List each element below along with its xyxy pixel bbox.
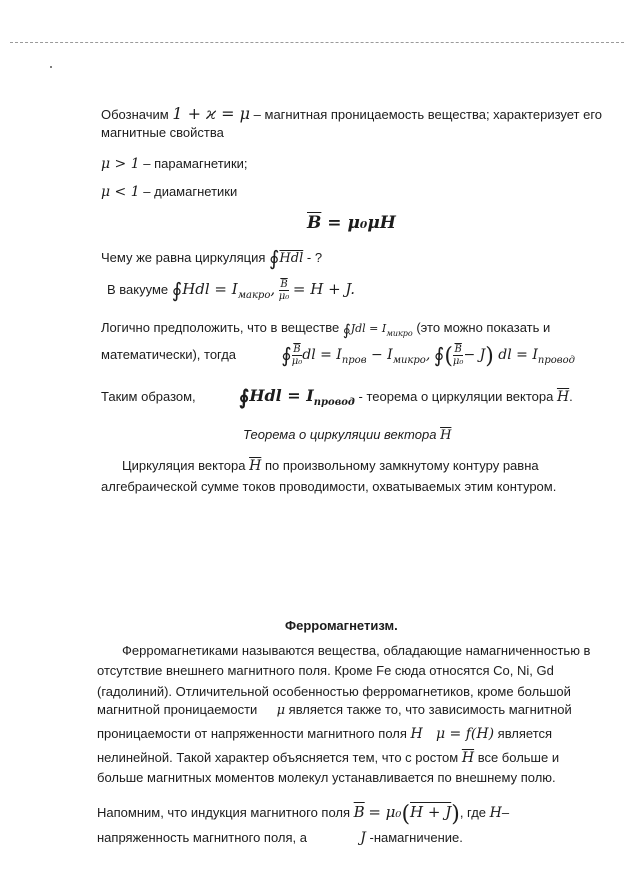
recall-line-2: [97, 830, 463, 846]
theorem-title-vector: $\overline{H}$: [440, 428, 452, 443]
intro-line-1: [101, 106, 602, 123]
ferro-l5-prefix: проницаемости от напряженности магнитного поля: [97, 726, 407, 741]
ferro-line-1: [122, 643, 590, 659]
ferro-heading: [285, 618, 398, 634]
ferro-heading-text: Ферромагнетизм.: [285, 618, 398, 633]
logic-f2-tail: dl = I: [498, 347, 538, 363]
recall-eq: = μ₀: [368, 803, 402, 821]
logic-f2-num: $\overline{B}$: [454, 344, 462, 356]
intro-suffix: – магнитная проницаемость вещества; характеризует его: [253, 107, 603, 122]
ferro-l4-prefix: магнитной проницаемости: [97, 702, 258, 717]
vacuum-frac-den: μ₀: [278, 291, 290, 303]
intro-prefix: Обозначим: [101, 107, 169, 122]
recall-end: –: [501, 805, 510, 820]
theorem-line-formula: Hdl = I: [249, 386, 314, 405]
logic-line1-prefix: Логично предположить, что в веществе: [101, 320, 340, 335]
logic-line1-sub: микро: [386, 329, 413, 338]
theorem-text-suffix: по произвольному замкнутому контуру равна: [264, 458, 539, 473]
logic-f1-mid: − I: [370, 347, 393, 363]
top-dashed-rule: [10, 42, 624, 43]
recall-suffix: , где: [459, 805, 487, 820]
ferro-line-3: [97, 684, 571, 700]
logic-f1-sub1: пров: [341, 355, 367, 366]
intro-line2-text: магнитные свойства: [101, 125, 224, 140]
recall-l2-suffix: -намагничение.: [369, 830, 463, 845]
ferro-l4-mu: μ: [276, 703, 286, 718]
ferro-l6-prefix: нелинейной. Такой характер объясняется тем, что с ростом: [97, 750, 459, 765]
logic-f1-fraction: [292, 344, 303, 367]
logic-line1-suffix: (это можно показать и: [416, 320, 551, 335]
vacuum-eq1-sub: макро: [237, 290, 271, 301]
ferro-l2: отсутствие внешнего магнитного поля. Кроме Fe сюда относятся Co, Ni, Gd: [97, 663, 554, 678]
question-integrand: $\overline{Hdl}$: [279, 251, 304, 266]
vacuum-eq1: Hdl = I: [182, 280, 238, 298]
main-equation: [307, 215, 396, 231]
ferro-l7: больше магнитных моментов молекул устанавливается по внешнему полю.: [97, 770, 556, 785]
recall-B: $\overline{B}$: [353, 803, 365, 821]
recall-l2-prefix: напряженность магнитного поля, а: [97, 830, 307, 845]
theorem-statement-line-2: [101, 479, 556, 495]
dia-text: – диамагнетики: [143, 184, 238, 199]
vacuum-line: В вакууме ∮Hdl = $I_{макро}$, $\frac{\overline{B}}{\text{μ₀}}$ = H + J.: [107, 278, 356, 303]
intro-formula: 1 + ϰ = μ: [172, 104, 251, 123]
theorem-line: Таким образом, ∮Hdl = $I_{провод}$ - теорема о циркуляции вектора $\overline{H}$.: [101, 385, 573, 409]
theorem-line-end: .: [569, 389, 573, 404]
ferro-l6-H: $\overline{H}$: [461, 750, 475, 766]
scan-speck: [50, 66, 52, 68]
circulation-question: Чему же равна циркуляция $∮\overline{Hdl}$ - ?: [101, 246, 323, 270]
ferro-l3: (гадолиний). Отличительной особенностью ферромагнетиков, кроме большой: [97, 684, 571, 699]
theorem-title-text: Теорема о циркуляции вектора: [243, 427, 437, 442]
logic-f1-rest: dl = I: [302, 347, 342, 363]
ferro-l5-suffix: является: [497, 726, 553, 741]
para-text: – парамагнетики;: [143, 156, 248, 171]
logic-line-1: Логично предположить, что в веществе ∮Jdl = $I_{микро}$ (это можно показать и: [101, 320, 551, 339]
question-text: Чему же равна циркуляция: [101, 250, 266, 265]
vacuum-fraction: [279, 279, 290, 302]
logic-f2-sub: провод: [537, 355, 575, 366]
theorem-text-line2: алгебраической сумме токов проводимости, охватываемых этим контуром.: [101, 479, 557, 494]
recall-prefix: Напомним, что индукция магнитного поля: [97, 805, 351, 820]
ferro-line-2: [97, 663, 554, 679]
logic-line-2: математически), тогда ∮ $\frac{\overline{B}}{\text{μ₀}}$ dl = $I_{пров} - I_{микро}$, ∮( $\frac{\overline{B}}{\text{μ₀}}$ − J) dl = $I_{провод}$: [101, 343, 575, 369]
ferro-l5-formula: μ = f(H): [435, 726, 495, 742]
dia-condition: μ < 1: [101, 184, 140, 200]
question-tail: - ?: [306, 250, 323, 265]
logic-f1-num: $\overline{B}$: [293, 344, 301, 356]
vacuum-prefix: В вакууме: [107, 282, 169, 297]
theorem-text-prefix: Циркуляция вектора: [122, 458, 246, 473]
theorem-title: [243, 427, 451, 444]
ferro-line-5: [97, 726, 552, 742]
ferro-l4-suffix: является также то, что зависимость магнитной: [288, 702, 572, 717]
recall-J: J: [360, 830, 366, 846]
ferro-l1: Ферромагнетиками называются вещества, обладающие намагниченностью в: [122, 643, 591, 658]
theorem-text-vector: $\overline{H}$: [249, 458, 262, 474]
ferro-line-7: [97, 770, 556, 786]
theorem-line-prefix: Таким образом,: [101, 389, 196, 404]
recall-inner: H + J: [410, 803, 452, 821]
logic-line1-formula: Jdl = I: [350, 322, 387, 335]
logic-f1-sub2: микро: [392, 355, 426, 366]
ferro-l5-H: H: [410, 726, 423, 742]
main-eq-rhs: = μ₀μH: [327, 213, 396, 233]
logic-f2-fraction: [453, 344, 464, 367]
logic-f1-den: μ₀: [291, 356, 303, 368]
ferro-line-6: [97, 750, 559, 766]
recall-H: H: [489, 805, 502, 821]
intro-line-2: [101, 125, 224, 141]
theorem-line-formula-sub: провод: [313, 397, 355, 408]
main-eq-lhs: $\overline{B}$: [307, 213, 322, 233]
ferro-l6-suffix: все больше и: [477, 750, 560, 765]
diamagnetics-line: [101, 184, 237, 200]
ferro-line-4: [97, 702, 572, 719]
paramagnetics-line: [101, 156, 248, 172]
logic-f2-rest: − J: [463, 347, 486, 363]
para-condition: μ > 1: [101, 156, 140, 172]
logic-f2-den: μ₀: [452, 356, 464, 368]
theorem-statement-line-1: [122, 458, 539, 474]
vacuum-frac-num: $\overline{B}$: [280, 279, 288, 291]
theorem-line-vector: $\overline{H}$: [556, 389, 570, 405]
theorem-line-suffix: - теорема о циркуляции вектора: [358, 389, 554, 404]
recall-line-1: Напомним, что индукция магнитного поля $\overline{B} = \mu_0(H + J)$, где H–: [97, 802, 510, 827]
vacuum-eq2: = H + J.: [292, 280, 356, 298]
logic-line2-prefix: математически), тогда: [101, 347, 237, 362]
